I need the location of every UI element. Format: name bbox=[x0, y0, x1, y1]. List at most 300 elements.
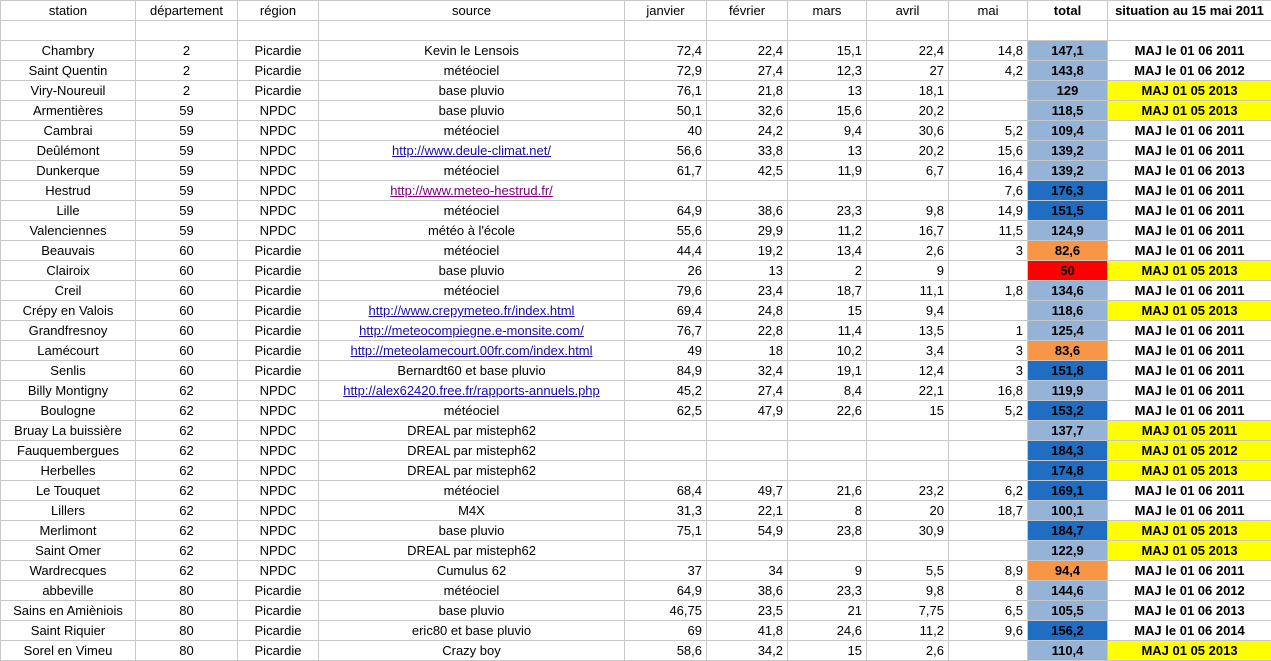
situation-cell[interactable]: MAJ le 01 06 2011 bbox=[1108, 281, 1271, 301]
total-cell[interactable]: 184,3 bbox=[1028, 441, 1108, 461]
avril-cell[interactable]: 3,4 bbox=[867, 341, 949, 361]
mars-cell[interactable] bbox=[788, 461, 867, 481]
departement-cell[interactable]: 60 bbox=[136, 281, 238, 301]
station-cell[interactable]: Armentières bbox=[1, 101, 136, 121]
mai-cell[interactable] bbox=[949, 521, 1028, 541]
situation-cell[interactable]: MAJ le 01 06 2011 bbox=[1108, 241, 1271, 261]
departement-cell[interactable]: 60 bbox=[136, 341, 238, 361]
mai-cell[interactable]: 1,8 bbox=[949, 281, 1028, 301]
region-cell[interactable]: NPDC bbox=[238, 121, 319, 141]
station-cell[interactable]: abbeville bbox=[1, 581, 136, 601]
total-cell[interactable]: 82,6 bbox=[1028, 241, 1108, 261]
station-cell[interactable]: Sains en Amièniois bbox=[1, 601, 136, 621]
mars-cell[interactable]: 15,6 bbox=[788, 101, 867, 121]
mars-cell[interactable]: 15 bbox=[788, 641, 867, 661]
station-cell[interactable]: Fauquembergues bbox=[1, 441, 136, 461]
situation-cell[interactable]: MAJ le 01 06 2011 bbox=[1108, 181, 1271, 201]
mai-cell[interactable]: 14,9 bbox=[949, 201, 1028, 221]
situation-cell[interactable]: MAJ 01 05 2013 bbox=[1108, 521, 1271, 541]
janvier-cell[interactable] bbox=[625, 441, 707, 461]
source-link[interactable]: http://www.deule-climat.net/ bbox=[319, 141, 625, 161]
total-cell[interactable]: 153,2 bbox=[1028, 401, 1108, 421]
station-cell[interactable]: Creil bbox=[1, 281, 136, 301]
mars-cell[interactable]: 22,6 bbox=[788, 401, 867, 421]
header-source[interactable]: source bbox=[319, 1, 625, 21]
source-cell[interactable]: météociel bbox=[319, 481, 625, 501]
avril-cell[interactable]: 5,5 bbox=[867, 561, 949, 581]
janvier-cell[interactable]: 76,1 bbox=[625, 81, 707, 101]
avril-cell[interactable]: 12,4 bbox=[867, 361, 949, 381]
station-cell[interactable]: Saint Omer bbox=[1, 541, 136, 561]
situation-cell[interactable]: MAJ le 01 06 2012 bbox=[1108, 61, 1271, 81]
departement-cell[interactable]: 80 bbox=[136, 581, 238, 601]
fevrier-cell[interactable]: 34 bbox=[707, 561, 788, 581]
fevrier-cell[interactable]: 13 bbox=[707, 261, 788, 281]
mai-cell[interactable]: 6,5 bbox=[949, 601, 1028, 621]
mai-cell[interactable]: 15,6 bbox=[949, 141, 1028, 161]
mars-cell[interactable]: 12,3 bbox=[788, 61, 867, 81]
region-cell[interactable]: NPDC bbox=[238, 501, 319, 521]
fevrier-cell[interactable]: 42,5 bbox=[707, 161, 788, 181]
fevrier-cell[interactable]: 22,1 bbox=[707, 501, 788, 521]
header-total[interactable]: total bbox=[1028, 1, 1108, 21]
total-cell[interactable]: 144,6 bbox=[1028, 581, 1108, 601]
mars-cell[interactable] bbox=[788, 541, 867, 561]
situation-cell[interactable]: MAJ 01 05 2013 bbox=[1108, 641, 1271, 661]
avril-cell[interactable]: 9,8 bbox=[867, 201, 949, 221]
departement-cell[interactable]: 62 bbox=[136, 461, 238, 481]
janvier-cell[interactable]: 75,1 bbox=[625, 521, 707, 541]
total-cell[interactable]: 94,4 bbox=[1028, 561, 1108, 581]
total-cell[interactable]: 118,6 bbox=[1028, 301, 1108, 321]
departement-cell[interactable]: 60 bbox=[136, 361, 238, 381]
janvier-cell[interactable]: 64,9 bbox=[625, 201, 707, 221]
fevrier-cell[interactable] bbox=[707, 181, 788, 201]
janvier-cell[interactable]: 79,6 bbox=[625, 281, 707, 301]
mars-cell[interactable]: 23,3 bbox=[788, 201, 867, 221]
janvier-cell[interactable]: 72,9 bbox=[625, 61, 707, 81]
station-cell[interactable]: Wardrecques bbox=[1, 561, 136, 581]
total-cell[interactable]: 124,9 bbox=[1028, 221, 1108, 241]
mars-cell[interactable]: 13 bbox=[788, 141, 867, 161]
mai-cell[interactable] bbox=[949, 261, 1028, 281]
source-cell[interactable]: base pluvio bbox=[319, 601, 625, 621]
mars-cell[interactable] bbox=[788, 441, 867, 461]
avril-cell[interactable]: 9,8 bbox=[867, 581, 949, 601]
region-cell[interactable]: NPDC bbox=[238, 461, 319, 481]
region-cell[interactable]: NPDC bbox=[238, 481, 319, 501]
situation-cell[interactable]: MAJ le 01 06 2011 bbox=[1108, 121, 1271, 141]
janvier-cell[interactable]: 46,75 bbox=[625, 601, 707, 621]
situation-cell[interactable]: MAJ 01 05 2011 bbox=[1108, 421, 1271, 441]
departement-cell[interactable]: 59 bbox=[136, 101, 238, 121]
total-cell[interactable]: 118,5 bbox=[1028, 101, 1108, 121]
janvier-cell[interactable] bbox=[625, 421, 707, 441]
mai-cell[interactable] bbox=[949, 81, 1028, 101]
source-link[interactable]: http://meteocompiegne.e-monsite.com/ bbox=[319, 321, 625, 341]
source-cell[interactable]: DREAL par misteph62 bbox=[319, 541, 625, 561]
station-cell[interactable]: Sorel en Vimeu bbox=[1, 641, 136, 661]
total-cell[interactable]: 151,5 bbox=[1028, 201, 1108, 221]
mai-cell[interactable] bbox=[949, 421, 1028, 441]
total-cell[interactable]: 139,2 bbox=[1028, 161, 1108, 181]
mai-cell[interactable] bbox=[949, 641, 1028, 661]
region-cell[interactable]: Picardie bbox=[238, 41, 319, 61]
source-cell[interactable]: météociel bbox=[319, 201, 625, 221]
mars-cell[interactable]: 15,1 bbox=[788, 41, 867, 61]
region-cell[interactable]: NPDC bbox=[238, 401, 319, 421]
source-link[interactable]: http://alex62420.free.fr/rapports-annuels.php bbox=[319, 381, 625, 401]
region-cell[interactable]: NPDC bbox=[238, 141, 319, 161]
fevrier-cell[interactable]: 18 bbox=[707, 341, 788, 361]
avril-cell[interactable]: 13,5 bbox=[867, 321, 949, 341]
situation-cell[interactable]: MAJ le 01 06 2011 bbox=[1108, 361, 1271, 381]
fevrier-cell[interactable]: 22,4 bbox=[707, 41, 788, 61]
region-cell[interactable]: Picardie bbox=[238, 301, 319, 321]
mai-cell[interactable]: 16,4 bbox=[949, 161, 1028, 181]
avril-cell[interactable] bbox=[867, 461, 949, 481]
region-cell[interactable]: NPDC bbox=[238, 521, 319, 541]
situation-cell[interactable]: MAJ le 01 06 2011 bbox=[1108, 561, 1271, 581]
station-cell[interactable]: Herbelles bbox=[1, 461, 136, 481]
region-cell[interactable]: Picardie bbox=[238, 621, 319, 641]
source-cell[interactable]: DREAL par misteph62 bbox=[319, 461, 625, 481]
mars-cell[interactable]: 24,6 bbox=[788, 621, 867, 641]
station-cell[interactable]: Clairoix bbox=[1, 261, 136, 281]
fevrier-cell[interactable]: 29,9 bbox=[707, 221, 788, 241]
total-cell[interactable]: 143,8 bbox=[1028, 61, 1108, 81]
mars-cell[interactable]: 15 bbox=[788, 301, 867, 321]
header-situation[interactable]: situation au 15 mai 2011 bbox=[1108, 1, 1271, 21]
fevrier-cell[interactable]: 49,7 bbox=[707, 481, 788, 501]
avril-cell[interactable]: 20 bbox=[867, 501, 949, 521]
avril-cell[interactable]: 30,9 bbox=[867, 521, 949, 541]
header-mars[interactable]: mars bbox=[788, 1, 867, 21]
janvier-cell[interactable]: 84,9 bbox=[625, 361, 707, 381]
source-cell[interactable]: Cumulus 62 bbox=[319, 561, 625, 581]
source-cell[interactable]: météociel bbox=[319, 281, 625, 301]
fevrier-cell[interactable]: 23,5 bbox=[707, 601, 788, 621]
situation-cell[interactable]: MAJ le 01 06 2014 bbox=[1108, 621, 1271, 641]
fevrier-cell[interactable]: 33,8 bbox=[707, 141, 788, 161]
mars-cell[interactable]: 23,3 bbox=[788, 581, 867, 601]
departement-cell[interactable]: 80 bbox=[136, 641, 238, 661]
avril-cell[interactable]: 22,1 bbox=[867, 381, 949, 401]
mars-cell[interactable]: 23,8 bbox=[788, 521, 867, 541]
header-janvier[interactable]: janvier bbox=[625, 1, 707, 21]
situation-cell[interactable]: MAJ 01 05 2013 bbox=[1108, 461, 1271, 481]
mai-cell[interactable]: 14,8 bbox=[949, 41, 1028, 61]
avril-cell[interactable]: 22,4 bbox=[867, 41, 949, 61]
fevrier-cell[interactable]: 38,6 bbox=[707, 581, 788, 601]
situation-cell[interactable]: MAJ le 01 06 2011 bbox=[1108, 381, 1271, 401]
source-link[interactable]: http://www.crepymeteo.fr/index.html bbox=[319, 301, 625, 321]
mai-cell[interactable]: 6,2 bbox=[949, 481, 1028, 501]
fevrier-cell[interactable]: 38,6 bbox=[707, 201, 788, 221]
station-cell[interactable]: Lillers bbox=[1, 501, 136, 521]
source-cell[interactable]: météociel bbox=[319, 241, 625, 261]
total-cell[interactable]: 134,6 bbox=[1028, 281, 1108, 301]
fevrier-cell[interactable]: 21,8 bbox=[707, 81, 788, 101]
station-cell[interactable]: Lamécourt bbox=[1, 341, 136, 361]
departement-cell[interactable]: 62 bbox=[136, 561, 238, 581]
mai-cell[interactable]: 5,2 bbox=[949, 401, 1028, 421]
fevrier-cell[interactable]: 54,9 bbox=[707, 521, 788, 541]
fevrier-cell[interactable] bbox=[707, 461, 788, 481]
janvier-cell[interactable]: 76,7 bbox=[625, 321, 707, 341]
header-avril[interactable]: avril bbox=[867, 1, 949, 21]
total-cell[interactable]: 83,6 bbox=[1028, 341, 1108, 361]
station-cell[interactable]: Boulogne bbox=[1, 401, 136, 421]
total-cell[interactable]: 119,9 bbox=[1028, 381, 1108, 401]
region-cell[interactable]: Picardie bbox=[238, 601, 319, 621]
region-cell[interactable]: NPDC bbox=[238, 561, 319, 581]
situation-cell[interactable]: MAJ 01 05 2013 bbox=[1108, 541, 1271, 561]
avril-cell[interactable]: 16,7 bbox=[867, 221, 949, 241]
departement-cell[interactable]: 59 bbox=[136, 161, 238, 181]
fevrier-cell[interactable]: 24,2 bbox=[707, 121, 788, 141]
station-cell[interactable]: Lille bbox=[1, 201, 136, 221]
station-cell[interactable]: Bruay La buissière bbox=[1, 421, 136, 441]
total-cell[interactable]: 137,7 bbox=[1028, 421, 1108, 441]
total-cell[interactable]: 100,1 bbox=[1028, 501, 1108, 521]
source-cell[interactable]: météociel bbox=[319, 401, 625, 421]
situation-cell[interactable]: MAJ le 01 06 2011 bbox=[1108, 341, 1271, 361]
region-cell[interactable]: NPDC bbox=[238, 541, 319, 561]
fevrier-cell[interactable] bbox=[707, 421, 788, 441]
janvier-cell[interactable]: 31,3 bbox=[625, 501, 707, 521]
source-cell[interactable]: base pluvio bbox=[319, 101, 625, 121]
total-cell[interactable]: 125,4 bbox=[1028, 321, 1108, 341]
region-cell[interactable]: Picardie bbox=[238, 581, 319, 601]
region-cell[interactable]: NPDC bbox=[238, 381, 319, 401]
fevrier-cell[interactable]: 19,2 bbox=[707, 241, 788, 261]
mars-cell[interactable]: 19,1 bbox=[788, 361, 867, 381]
region-cell[interactable]: Picardie bbox=[238, 61, 319, 81]
mai-cell[interactable] bbox=[949, 461, 1028, 481]
mai-cell[interactable] bbox=[949, 541, 1028, 561]
source-cell[interactable]: météociel bbox=[319, 581, 625, 601]
departement-cell[interactable]: 62 bbox=[136, 501, 238, 521]
source-cell[interactable]: Bernardt60 et base pluvio bbox=[319, 361, 625, 381]
source-cell[interactable]: base pluvio bbox=[319, 261, 625, 281]
departement-cell[interactable]: 62 bbox=[136, 421, 238, 441]
situation-cell[interactable]: MAJ le 01 06 2011 bbox=[1108, 401, 1271, 421]
avril-cell[interactable]: 27 bbox=[867, 61, 949, 81]
mars-cell[interactable]: 9,4 bbox=[788, 121, 867, 141]
source-cell[interactable]: base pluvio bbox=[319, 81, 625, 101]
avril-cell[interactable]: 30,6 bbox=[867, 121, 949, 141]
avril-cell[interactable]: 20,2 bbox=[867, 101, 949, 121]
mai-cell[interactable]: 16,8 bbox=[949, 381, 1028, 401]
mai-cell[interactable]: 3 bbox=[949, 341, 1028, 361]
mars-cell[interactable]: 10,2 bbox=[788, 341, 867, 361]
station-cell[interactable]: Chambry bbox=[1, 41, 136, 61]
header-station[interactable]: station bbox=[1, 1, 136, 21]
fevrier-cell[interactable]: 47,9 bbox=[707, 401, 788, 421]
total-cell[interactable]: 184,7 bbox=[1028, 521, 1108, 541]
mai-cell[interactable]: 1 bbox=[949, 321, 1028, 341]
janvier-cell[interactable]: 40 bbox=[625, 121, 707, 141]
mai-cell[interactable]: 8 bbox=[949, 581, 1028, 601]
avril-cell[interactable]: 11,2 bbox=[867, 621, 949, 641]
source-cell[interactable]: Crazy boy bbox=[319, 641, 625, 661]
fevrier-cell[interactable]: 32,4 bbox=[707, 361, 788, 381]
total-cell[interactable]: 129 bbox=[1028, 81, 1108, 101]
mars-cell[interactable]: 21 bbox=[788, 601, 867, 621]
total-cell[interactable]: 176,3 bbox=[1028, 181, 1108, 201]
janvier-cell[interactable]: 49 bbox=[625, 341, 707, 361]
departement-cell[interactable]: 2 bbox=[136, 81, 238, 101]
mars-cell[interactable]: 21,6 bbox=[788, 481, 867, 501]
source-cell[interactable]: M4X bbox=[319, 501, 625, 521]
fevrier-cell[interactable]: 41,8 bbox=[707, 621, 788, 641]
source-cell[interactable]: DREAL par misteph62 bbox=[319, 421, 625, 441]
janvier-cell[interactable] bbox=[625, 181, 707, 201]
janvier-cell[interactable]: 44,4 bbox=[625, 241, 707, 261]
total-cell[interactable]: 174,8 bbox=[1028, 461, 1108, 481]
situation-cell[interactable]: MAJ le 01 06 2013 bbox=[1108, 601, 1271, 621]
total-cell[interactable]: 50 bbox=[1028, 261, 1108, 281]
situation-cell[interactable]: MAJ 01 05 2013 bbox=[1108, 301, 1271, 321]
region-cell[interactable]: NPDC bbox=[238, 221, 319, 241]
situation-cell[interactable]: MAJ 01 05 2013 bbox=[1108, 261, 1271, 281]
avril-cell[interactable]: 11,1 bbox=[867, 281, 949, 301]
header-mai[interactable]: mai bbox=[949, 1, 1028, 21]
departement-cell[interactable]: 59 bbox=[136, 141, 238, 161]
region-cell[interactable]: NPDC bbox=[238, 441, 319, 461]
source-cell[interactable]: météociel bbox=[319, 61, 625, 81]
situation-cell[interactable]: MAJ le 01 06 2011 bbox=[1108, 321, 1271, 341]
region-cell[interactable]: NPDC bbox=[238, 161, 319, 181]
avril-cell[interactable] bbox=[867, 421, 949, 441]
situation-cell[interactable]: MAJ le 01 06 2011 bbox=[1108, 221, 1271, 241]
situation-cell[interactable]: MAJ le 01 06 2011 bbox=[1108, 201, 1271, 221]
avril-cell[interactable]: 2,6 bbox=[867, 241, 949, 261]
departement-cell[interactable]: 62 bbox=[136, 481, 238, 501]
departement-cell[interactable]: 62 bbox=[136, 441, 238, 461]
station-cell[interactable]: Beauvais bbox=[1, 241, 136, 261]
departement-cell[interactable]: 2 bbox=[136, 61, 238, 81]
mars-cell[interactable]: 13,4 bbox=[788, 241, 867, 261]
mai-cell[interactable]: 7,6 bbox=[949, 181, 1028, 201]
fevrier-cell[interactable] bbox=[707, 541, 788, 561]
header-fevrier[interactable]: février bbox=[707, 1, 788, 21]
mars-cell[interactable] bbox=[788, 421, 867, 441]
station-cell[interactable]: Senlis bbox=[1, 361, 136, 381]
avril-cell[interactable] bbox=[867, 541, 949, 561]
avril-cell[interactable]: 6,7 bbox=[867, 161, 949, 181]
departement-cell[interactable]: 60 bbox=[136, 261, 238, 281]
departement-cell[interactable]: 2 bbox=[136, 41, 238, 61]
fevrier-cell[interactable]: 22,8 bbox=[707, 321, 788, 341]
mai-cell[interactable] bbox=[949, 441, 1028, 461]
mars-cell[interactable]: 8,4 bbox=[788, 381, 867, 401]
region-cell[interactable]: NPDC bbox=[238, 101, 319, 121]
fevrier-cell[interactable]: 27,4 bbox=[707, 61, 788, 81]
janvier-cell[interactable]: 62,5 bbox=[625, 401, 707, 421]
janvier-cell[interactable]: 61,7 bbox=[625, 161, 707, 181]
station-cell[interactable]: Saint Quentin bbox=[1, 61, 136, 81]
region-cell[interactable]: Picardie bbox=[238, 81, 319, 101]
region-cell[interactable]: Picardie bbox=[238, 321, 319, 341]
janvier-cell[interactable]: 55,6 bbox=[625, 221, 707, 241]
mai-cell[interactable]: 18,7 bbox=[949, 501, 1028, 521]
total-cell[interactable]: 147,1 bbox=[1028, 41, 1108, 61]
departement-cell[interactable]: 60 bbox=[136, 301, 238, 321]
station-cell[interactable]: Cambrai bbox=[1, 121, 136, 141]
situation-cell[interactable]: MAJ le 01 06 2011 bbox=[1108, 141, 1271, 161]
source-cell[interactable]: DREAL par misteph62 bbox=[319, 441, 625, 461]
mai-cell[interactable]: 3 bbox=[949, 241, 1028, 261]
departement-cell[interactable]: 59 bbox=[136, 201, 238, 221]
fevrier-cell[interactable]: 23,4 bbox=[707, 281, 788, 301]
region-cell[interactable]: Picardie bbox=[238, 281, 319, 301]
janvier-cell[interactable] bbox=[625, 461, 707, 481]
avril-cell[interactable]: 23,2 bbox=[867, 481, 949, 501]
mars-cell[interactable] bbox=[788, 181, 867, 201]
mai-cell[interactable]: 5,2 bbox=[949, 121, 1028, 141]
total-cell[interactable]: 151,8 bbox=[1028, 361, 1108, 381]
avril-cell[interactable]: 7,75 bbox=[867, 601, 949, 621]
station-cell[interactable]: Valenciennes bbox=[1, 221, 136, 241]
departement-cell[interactable]: 62 bbox=[136, 381, 238, 401]
fevrier-cell[interactable] bbox=[707, 441, 788, 461]
avril-cell[interactable]: 9 bbox=[867, 261, 949, 281]
station-cell[interactable]: Dunkerque bbox=[1, 161, 136, 181]
header-region[interactable]: région bbox=[238, 1, 319, 21]
region-cell[interactable]: Picardie bbox=[238, 241, 319, 261]
station-cell[interactable]: Le Touquet bbox=[1, 481, 136, 501]
source-link[interactable]: http://www.meteo-hestrud.fr/ bbox=[319, 181, 625, 201]
janvier-cell[interactable]: 58,6 bbox=[625, 641, 707, 661]
janvier-cell[interactable]: 68,4 bbox=[625, 481, 707, 501]
avril-cell[interactable]: 15 bbox=[867, 401, 949, 421]
avril-cell[interactable] bbox=[867, 181, 949, 201]
janvier-cell[interactable]: 56,6 bbox=[625, 141, 707, 161]
departement-cell[interactable]: 80 bbox=[136, 621, 238, 641]
mars-cell[interactable]: 11,4 bbox=[788, 321, 867, 341]
departement-cell[interactable]: 59 bbox=[136, 221, 238, 241]
mars-cell[interactable]: 11,9 bbox=[788, 161, 867, 181]
situation-cell[interactable]: MAJ 01 05 2012 bbox=[1108, 441, 1271, 461]
departement-cell[interactable]: 59 bbox=[136, 121, 238, 141]
mai-cell[interactable]: 8,9 bbox=[949, 561, 1028, 581]
total-cell[interactable]: 139,2 bbox=[1028, 141, 1108, 161]
station-cell[interactable]: Hestrud bbox=[1, 181, 136, 201]
station-cell[interactable]: Saint Riquier bbox=[1, 621, 136, 641]
departement-cell[interactable]: 62 bbox=[136, 401, 238, 421]
source-link[interactable]: http://meteolamecourt.00fr.com/index.html bbox=[319, 341, 625, 361]
region-cell[interactable]: Picardie bbox=[238, 361, 319, 381]
mai-cell[interactable] bbox=[949, 101, 1028, 121]
avril-cell[interactable]: 18,1 bbox=[867, 81, 949, 101]
situation-cell[interactable]: MAJ le 01 06 2011 bbox=[1108, 41, 1271, 61]
header-departement[interactable]: département bbox=[136, 1, 238, 21]
situation-cell[interactable]: MAJ le 01 06 2011 bbox=[1108, 481, 1271, 501]
departement-cell[interactable]: 80 bbox=[136, 601, 238, 621]
departement-cell[interactable]: 60 bbox=[136, 321, 238, 341]
region-cell[interactable]: Picardie bbox=[238, 641, 319, 661]
source-cell[interactable]: météo à l'école bbox=[319, 221, 625, 241]
source-cell[interactable]: eric80 et base pluvio bbox=[319, 621, 625, 641]
region-cell[interactable]: NPDC bbox=[238, 201, 319, 221]
mars-cell[interactable]: 2 bbox=[788, 261, 867, 281]
janvier-cell[interactable]: 50,1 bbox=[625, 101, 707, 121]
source-cell[interactable]: base pluvio bbox=[319, 521, 625, 541]
departement-cell[interactable]: 60 bbox=[136, 241, 238, 261]
fevrier-cell[interactable]: 34,2 bbox=[707, 641, 788, 661]
